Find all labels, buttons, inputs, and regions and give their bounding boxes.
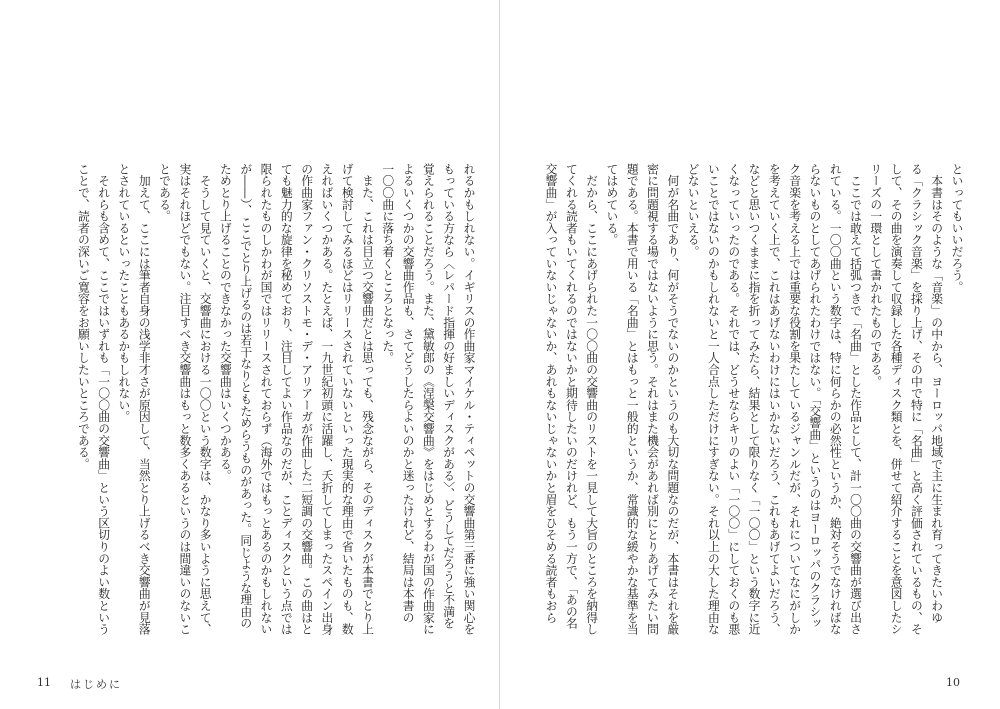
text-line: らないものとしてあげられたわけではない。「交響曲」というのはヨーロッパのクラシッ xyxy=(807,163,822,630)
text-line: もっている方なら〈レパード指揮の好ましいディスクがある〉、どうしてだろうと不満を xyxy=(441,163,456,630)
text-line: 密に問題視する場ではないように思う。それはまた機会があれば別にとりあげてみたい問 xyxy=(645,163,660,635)
text-line: 限られたものしかわが国ではリリースされておらず（海外ではもっとあるのかもしれない xyxy=(259,163,274,635)
text-line: ても魅力的な旋律を秘めており、注目してよい作品なのだが、ことディスクという点では xyxy=(279,163,294,635)
text-line: 何が名曲であり、何がそうでないのかというのも大切な問題なのだが、本書はそれを厳 xyxy=(665,163,680,635)
text-line: とである。 xyxy=(157,163,172,222)
text-line: ためとり上げることのできなかった交響曲はいくつかある。 xyxy=(218,163,233,482)
text-line: えればいくつかある。たとえば、一九世紀初頭に活躍し、夭折してしまったスペイン出身 xyxy=(319,163,334,635)
text-line: 題である。本書で用いる「名曲」とはもっと一般的というか、常識的な緩やかな基準を当 xyxy=(625,163,640,635)
page-gutter-divider xyxy=(499,0,500,709)
text-line: 実はそれほどでもない。注目すべき交響曲はもっと数多くあるというのは間違いのないこ xyxy=(177,163,192,635)
text-line: る「クラシック音楽」を採り上げ、その中で特に「名曲」と高く評価されているもの、そ xyxy=(909,163,924,635)
text-line: 本書はそのような「音楽」の中から、ヨーロッパ地域で主に生まれ育ってきたいわゆ xyxy=(929,163,944,624)
text-line: くなっていったのである。それでは、どうせならキリのよい「一〇〇」にしておくのも悪 xyxy=(726,163,741,635)
text-line: どないといえる。 xyxy=(686,163,701,258)
running-head: はじめに xyxy=(70,678,122,691)
text-line: の作曲家ファン・クリソストモ・デ・アリアーガが作曲した二短調の交響曲。この曲はと xyxy=(299,163,314,635)
text-line: れている。一〇〇曲という数字は、特に何らかの必然性というか、絶対そうでなければな xyxy=(828,163,843,635)
text-line: てくれる読者もいてくれるのではないかと期待したいのだけれど、もう一方で、「あの名 xyxy=(564,163,579,630)
text-line: 一〇〇曲に落ち着くところとなった。 xyxy=(380,163,395,364)
text-line: ことで、読者の深いご寛容をお願いしたいところである。 xyxy=(76,163,91,470)
text-line: して、その曲を演奏して収録した各種ディスク類とを、併せて紹介することを意図したシ xyxy=(889,163,904,635)
text-line: リーズの一環として書かれたものである。 xyxy=(868,163,883,388)
text-line: ク音楽を考える上では重要な役割を果たしているジャンルだが、それについてなにがしか xyxy=(787,163,802,635)
text-line: そうして見ていくと、交響曲における一〇〇という数字は、かなり多いように思えて、 xyxy=(198,163,213,635)
text-line: げて検討してみるほどはリリースされていないといった現実的な理由で省いたものも、数 xyxy=(340,163,355,635)
page-number-left: 11 xyxy=(37,676,51,689)
text-line: だから、ここにあげられた一〇〇曲の交響曲のリストを一見して大旨のところを納得し xyxy=(584,163,599,635)
right-page-body-text xyxy=(540,163,967,637)
text-line: ここでは敢えて括弧つきで「名曲」とした作品として、計一〇〇曲の交響曲が選び出さ xyxy=(848,163,863,635)
text-line: また、これは目立つ交響曲だとは思っても、残念ながら、そのディスクが本書でとり上 xyxy=(360,163,375,635)
left-page-body-text xyxy=(72,163,479,637)
text-line: を考えていく上で、これはあげないわけにはいかないだろう、これもあげてよいだろう、 xyxy=(767,163,782,635)
text-line: とされているといったこともあるかもしれない。 xyxy=(116,163,131,423)
text-line: いことではないのかもしれないと一人合点しただけにすぎない。それ以上の大した理由な xyxy=(706,163,721,635)
text-line: が――）、ここでとり上げるのは若干なりともためらうものがあった。同じような理由の xyxy=(238,163,253,630)
page-number-right: 10 xyxy=(946,676,960,689)
text-line: よるいくつかの交響曲作品も、さてどうしたらよいのかと迷ったけれど、結局は本書の xyxy=(401,163,416,624)
text-line: れるかもしれない。イギリスの作曲家マイケル・ティペットの交響曲第三番に強い関心を xyxy=(462,163,476,635)
text-line: 加えて、ここには筆者自身の浅学非才さが原因して、当然とり上げるべき交響曲が見落 xyxy=(137,163,152,635)
text-line: てはめている。 xyxy=(604,163,619,246)
text-line: 覚えられることだろう。また、黛敏郎の《涅槃交響曲》をはじめとするわが国の作曲家に xyxy=(421,163,436,635)
text-line: といってもいいだろう。 xyxy=(950,163,964,293)
text-line: などと思いつくままに指を折ってみたら、結果として限りなく「一〇〇」という数字に近 xyxy=(747,163,762,635)
text-line: それらも含めて、ここではいずれも「一〇〇曲の交響曲」という区切りのよい数という xyxy=(96,163,111,635)
text-line: 交響曲」が入っていないじゃないか、あれもないじゃないかと眉をひそめる読者もおら xyxy=(544,163,559,624)
